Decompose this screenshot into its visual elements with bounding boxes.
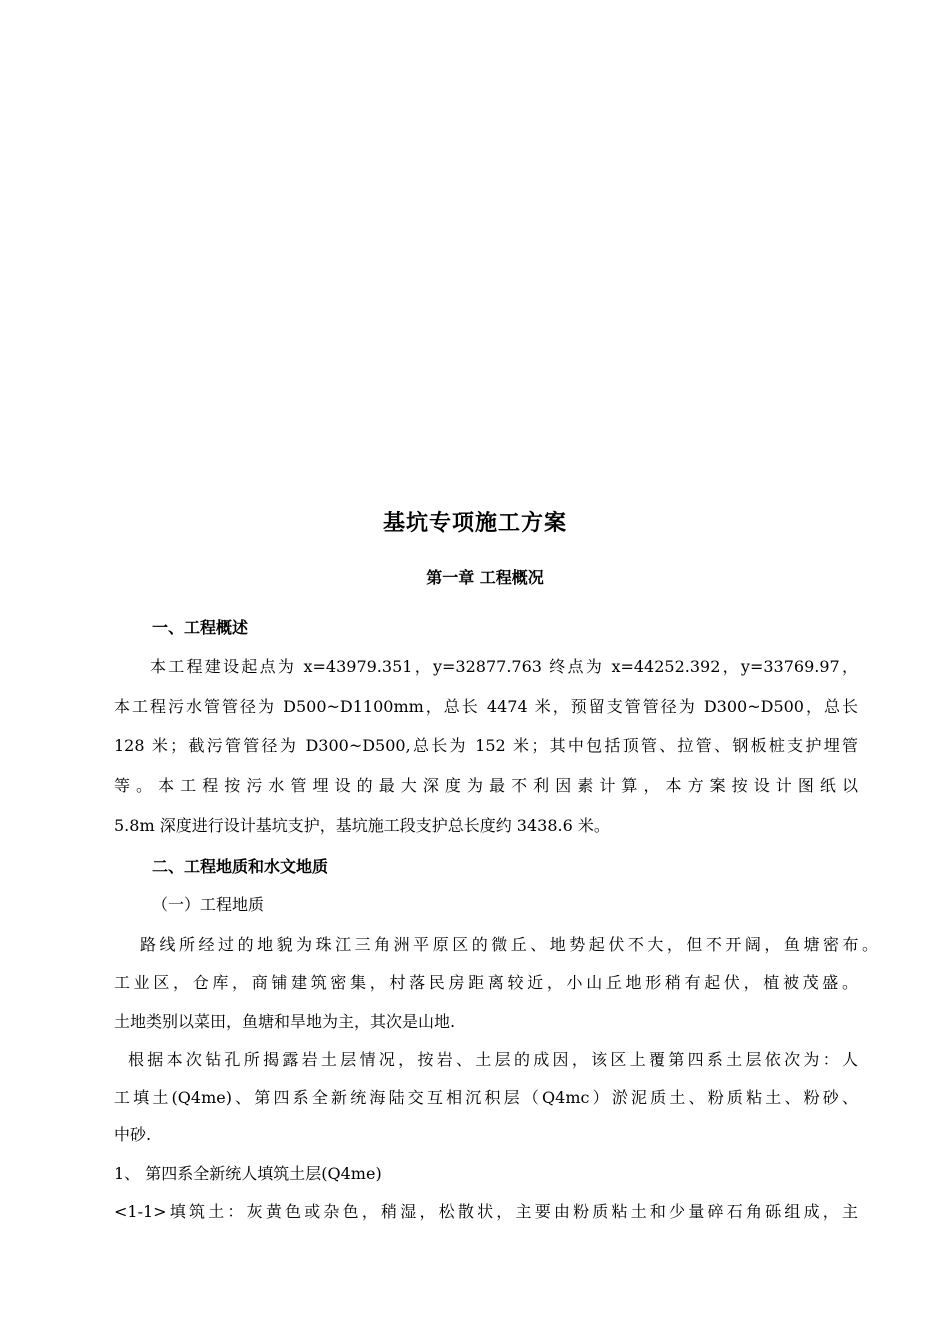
paragraph-line	[114, 973, 858, 993]
paragraph-line-text: 128 米；截污管管径为 D300~D500,总长为 152 米；其中包括顶管、拉管、钢板桩支护埋管	[114, 736, 858, 755]
paragraph-line-text: 根据本次钻孔所揭露岩土层情况，按岩、土层的成因，该区上覆第四系土层依次为：人	[128, 1050, 858, 1069]
paragraph-line: 土地类别以菜田，鱼塘和旱地为主，其次是山地.	[114, 1012, 456, 1031]
paragraph-line: 中砂.	[114, 1125, 152, 1144]
paragraph-line-text: 本工程建设起点为 x=43979.351，y=32877.763 终点为 x=44252.392，y=33769.97，	[150, 657, 858, 676]
paragraph-line-text: 等。本工程按污水管埋设的最大深度为最不利因素计算，本方案按设计图纸以	[114, 776, 858, 795]
paragraph-line	[150, 657, 858, 677]
paragraph-line-text: <1-1>填筑土：灰黄色或杂色，稍湿，松散状，主要由粉质粘土和少量碎石角砾组成，主	[114, 1202, 858, 1221]
paragraph-line	[114, 1088, 858, 1108]
chapter-heading: 第一章 工程概况	[426, 568, 544, 587]
document-title: 基坑专项施工方案	[382, 511, 567, 536]
paragraph-line	[114, 697, 858, 717]
paragraph-line	[114, 776, 858, 796]
paragraph-line	[128, 1050, 858, 1070]
paragraph-line	[114, 1202, 858, 1222]
paragraph-line: 5.8m 深度进行设计基坑支护，基坑施工段支护总长度约 3438.6 米。	[114, 816, 610, 835]
list-item-heading: 1、 第四系全新统人填筑土层(Q4me)	[114, 1164, 382, 1183]
paragraph-line-text: 本工程污水管管径为 D500~D1100mm，总长 4474 米，预留支管管径为 D300~D500，总长	[114, 697, 858, 716]
section-heading-geology: 二、工程地质和水文地质	[152, 857, 329, 876]
section-heading-overview: 一、工程概述	[152, 618, 249, 637]
paragraph-line-text: 路线所经过的地貌为珠江三角洲平原区的微丘、地势起伏不大，但不开阔，鱼塘密布。	[140, 935, 878, 954]
paragraph-line-text: 工填土(Q4me)、第四系全新统海陆交互相沉积层（Q4mc）淤泥质土、粉质粘土、粉砂、	[114, 1088, 858, 1107]
paragraph-line	[114, 736, 858, 756]
paragraph-line	[140, 935, 878, 955]
subsection-heading: （一）工程地质	[152, 895, 265, 914]
paragraph-line-text: 工业区，仓库，商铺建筑密集，村落民房距离较近，小山丘地形稍有起伏，植被茂盛。	[114, 973, 858, 992]
